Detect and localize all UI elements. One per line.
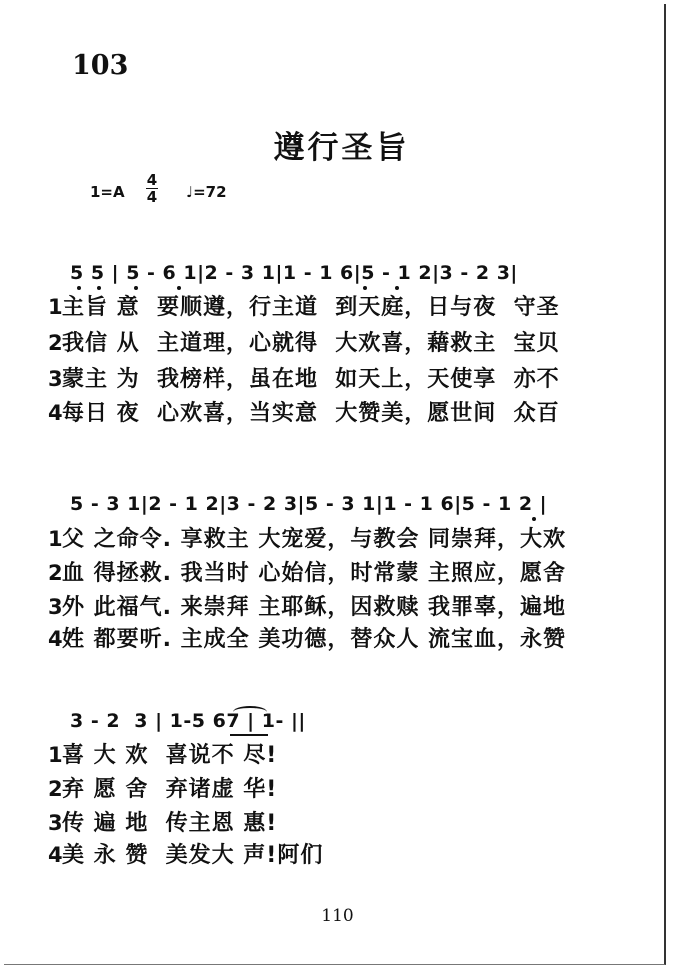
underline-beam: [230, 734, 268, 736]
hymn-number: 103: [72, 50, 129, 81]
lyric-line: [48, 738, 277, 769]
lyric-text: 弃 愿 舍 弃诸虚 华!: [62, 777, 278, 802]
lyric-line: [48, 522, 566, 553]
verse-number: 3: [48, 811, 64, 835]
verse-number: 1: [48, 295, 64, 319]
lyric-line: [48, 590, 566, 621]
lyric-text: 我信 从 主道理，心就得 大欢喜，藉救主 宝贝: [62, 331, 560, 356]
hymn-title: 遵行圣旨: [273, 130, 410, 166]
lyric-text: 美 永 赞 美发大 声!阿们: [62, 843, 324, 868]
verse-number: 2: [48, 331, 64, 355]
time-signature-bottom: 4: [146, 188, 158, 206]
verse-number: 4: [48, 401, 64, 425]
lyric-line: [48, 396, 560, 427]
verse-number: 2: [48, 561, 64, 585]
verse-number: 2: [48, 777, 64, 801]
verse-number: 3: [48, 367, 64, 391]
notation-line-2: 5 - 3 1|2 - 1 2|3 - 2 3|5 - 3 1|1 - 1 6|5 - 1 2 |: [70, 493, 548, 515]
lyric-text: 血 得拯救. 我当时 心始信，时常蒙 主照应，愿舍: [62, 561, 566, 586]
low-octave-dot: [532, 517, 536, 521]
verse-number: 4: [48, 843, 64, 867]
lyric-line: [48, 806, 277, 837]
notation-line-3: 3 - 2 3 | 1-5 67 | 1- ||: [70, 710, 306, 732]
lyric-line: [48, 326, 560, 357]
lyric-text: 传 遍 地 传主恩 惠!: [62, 811, 278, 836]
lyric-text: 父 之命令. 享救主 大宠爱，与教会 同崇拜，大欢: [62, 527, 566, 552]
verse-number: 1: [48, 743, 64, 767]
lyric-line: [48, 772, 277, 803]
lyric-line: [48, 622, 566, 653]
time-signature-top: 4: [146, 171, 158, 189]
verse-number: 3: [48, 595, 64, 619]
lyric-text: 外 此福气. 来崇拜 主耶稣，因救赎 我罪辜，遍地: [62, 595, 566, 620]
lyric-text: 姓 都要听. 主成全 美功德，替众人 流宝血，永赞: [62, 627, 566, 652]
notation-line-1: 5 5 | 5 - 6 1|2 - 3 1|1 - 1 6|5 - 1 2|3 - 2 3|: [70, 262, 518, 284]
verse-number: 1: [48, 527, 64, 551]
verse-number: 4: [48, 627, 64, 651]
lyric-text: 每日 夜 心欢喜，当实意 大赞美，愿世间 众百: [62, 401, 560, 426]
lyric-text: 蒙主 为 我榜样，虽在地 如天上，天使享 亦不: [62, 367, 560, 392]
page-number: 110: [321, 906, 354, 926]
lyric-line: [48, 362, 560, 393]
time-signature: [145, 172, 159, 205]
key-signature: 1=A: [90, 183, 125, 201]
tempo-marking: ♩=72: [186, 183, 227, 201]
lyric-text: 喜 大 欢 喜说不 尽!: [62, 743, 278, 768]
lyric-line: [48, 290, 560, 321]
lyric-line: [48, 838, 323, 869]
lyric-line: [48, 556, 566, 587]
lyric-text: 主旨 意 要顺遵，行主道 到天庭，日与夜 守圣: [62, 295, 560, 320]
slur-mark: [233, 706, 267, 718]
